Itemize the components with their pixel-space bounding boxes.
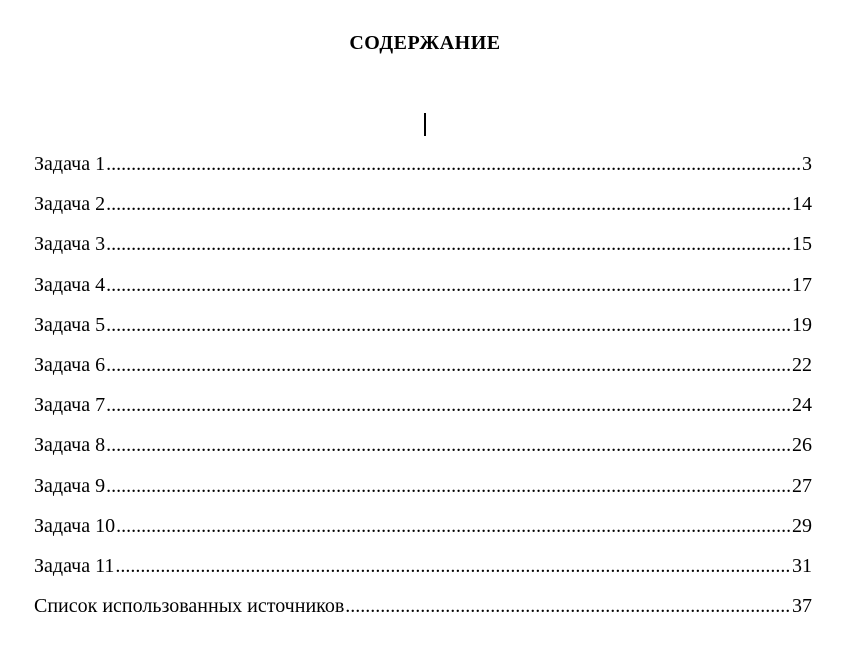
toc-entry-label: Задача 3 bbox=[34, 233, 106, 256]
toc-dot-leader bbox=[106, 271, 791, 299]
toc-page-number: 26 bbox=[792, 434, 812, 457]
toc-dot-leader bbox=[106, 150, 801, 178]
toc-entry-label: Задача 6 bbox=[34, 353, 106, 376]
table-of-contents bbox=[34, 150, 812, 632]
toc-page-number: 14 bbox=[792, 193, 812, 216]
toc-entry[interactable] bbox=[34, 592, 812, 632]
toc-entry-label: Задача 10 bbox=[34, 514, 116, 537]
toc-entry[interactable] bbox=[34, 552, 812, 592]
toc-entry[interactable] bbox=[34, 230, 812, 270]
toc-entry-label: Задача 5 bbox=[34, 313, 106, 336]
toc-entry-label: Задача 2 bbox=[34, 193, 106, 216]
toc-page-number: 27 bbox=[792, 474, 812, 497]
toc-page-number: 17 bbox=[792, 273, 812, 296]
toc-entry-label: Задача 4 bbox=[34, 273, 106, 296]
toc-page-number: 15 bbox=[792, 233, 812, 256]
toc-page-number: 19 bbox=[792, 313, 812, 336]
page-title: СОДЕРЖАНИЕ bbox=[349, 32, 501, 54]
toc-entry[interactable] bbox=[34, 512, 812, 552]
toc-page-number: 37 bbox=[792, 595, 812, 618]
toc-page-number: 3 bbox=[802, 153, 812, 175]
toc-entry-label: Задача 8 bbox=[34, 434, 106, 457]
toc-entry[interactable] bbox=[34, 391, 812, 431]
toc-entry[interactable] bbox=[34, 150, 812, 190]
toc-entry[interactable] bbox=[34, 311, 812, 351]
toc-entry[interactable] bbox=[34, 190, 812, 230]
toc-entry[interactable] bbox=[34, 472, 812, 512]
toc-dot-leader bbox=[106, 190, 791, 218]
toc-page-number: 31 bbox=[792, 554, 812, 577]
toc-dot-leader bbox=[115, 552, 791, 580]
toc-page-number: 22 bbox=[792, 353, 812, 376]
text-cursor bbox=[424, 113, 426, 136]
toc-page-number: 24 bbox=[792, 394, 812, 417]
toc-dot-leader bbox=[106, 391, 791, 419]
toc-entry[interactable] bbox=[34, 271, 812, 311]
toc-dot-leader bbox=[106, 311, 791, 339]
toc-dot-leader bbox=[116, 512, 791, 540]
toc-entry-label: Задача 7 bbox=[34, 394, 106, 417]
toc-dot-leader bbox=[345, 592, 791, 620]
toc-dot-leader bbox=[106, 431, 791, 459]
toc-page-number: 29 bbox=[792, 514, 812, 537]
toc-entry-label: Задача 9 bbox=[34, 474, 106, 497]
toc-entry-label: Задача 11 bbox=[34, 554, 115, 577]
toc-entry-label: Задача 1 bbox=[34, 153, 106, 175]
toc-dot-leader bbox=[106, 351, 791, 379]
toc-entry[interactable] bbox=[34, 431, 812, 471]
toc-entry-label: Список использованных источников bbox=[34, 595, 345, 618]
toc-entry[interactable] bbox=[34, 351, 812, 391]
toc-dot-leader bbox=[106, 230, 791, 258]
toc-dot-leader bbox=[106, 472, 791, 500]
